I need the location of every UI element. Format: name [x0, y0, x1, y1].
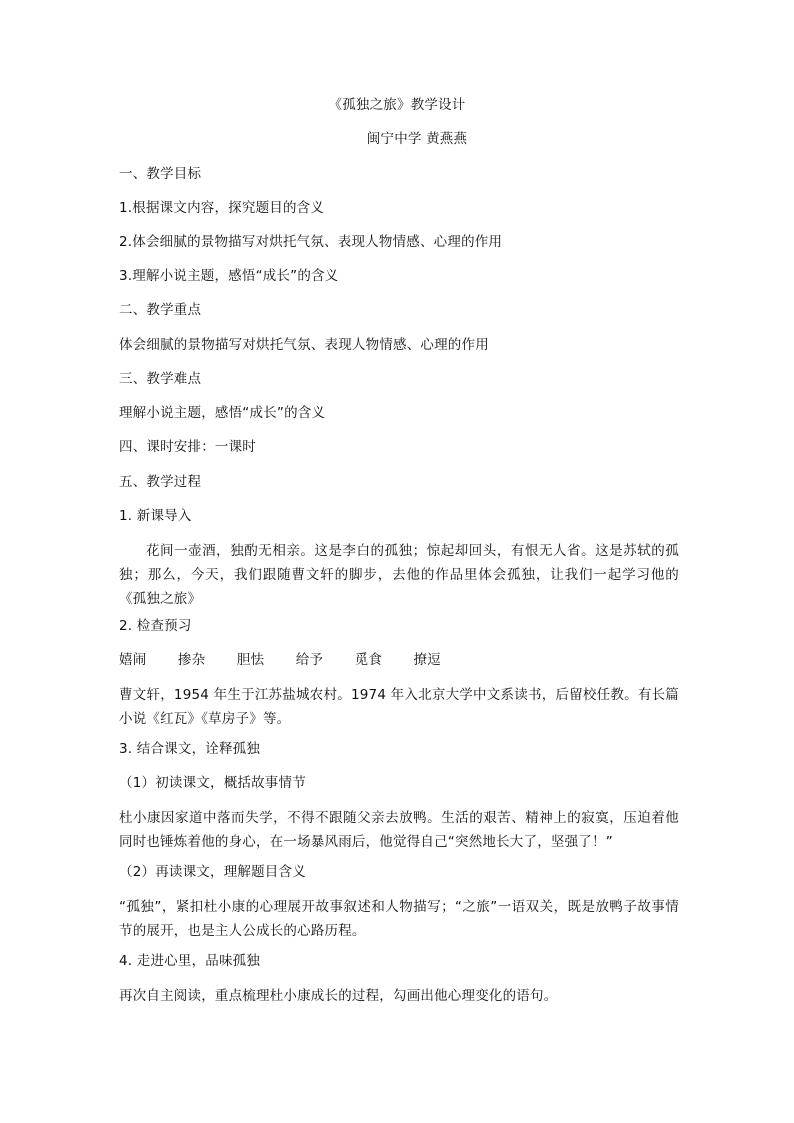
vocab-item: 觅食 — [354, 652, 383, 668]
step3-sub2-heading: （2）再读课文，理解题目含义 — [119, 864, 306, 880]
step1-heading: 1. 新课导入 — [119, 508, 192, 524]
step3-heading: 3. 结合课文，诠释孤独 — [119, 741, 261, 757]
step2-heading: 2. 检查预习 — [119, 618, 192, 634]
difficulties-text: 理解小说主题，感悟“成长”的含义 — [119, 405, 326, 421]
step3-sub1-text: 杜小康因家道中落而失学，不得不跟随父亲去放鸭。生活的艰苦、精神上的寂寞，压迫着他同时也锤炼着他的身心，在一场暴风雨后，他觉得自己“突然地长大了，坚强了！” — [119, 810, 679, 850]
goal-item-2: 2.体会细腻的景物描写对烘托气氛、表现人物情感、心理的作用 — [119, 234, 503, 250]
author-intro: 曹文轩，1954 年生于江苏盐城农村。1974 年入北京大学中文系读书，后留校任教。有长篇小说《红瓦》《草房子》等。 — [119, 687, 679, 727]
section-heading-process: 五、教学过程 — [119, 474, 202, 490]
section-heading-goals: 一、教学目标 — [119, 166, 202, 182]
section-heading-schedule: 四、课时安排：一课时 — [119, 439, 256, 455]
section-heading-difficulties: 三、教学难点 — [119, 371, 202, 387]
vocab-list — [119, 649, 679, 671]
author-name: 闽宁中学 黄燕燕 — [366, 131, 468, 147]
vocab-item: 胆怯 — [236, 652, 265, 668]
step3-sub2-text: “孤独”，紧扣杜小康的心理展开故事叙述和人物描写；“之旅”一语双关，既是放鸭子故事情节的展开，也是主人公成长的心路历程。 — [119, 899, 679, 939]
step3-sub1-heading: （1）初读课文，概括故事情节 — [119, 775, 306, 791]
step1-text: 花间一壶酒，独酌无相亲。这是李白的孤独；惊起却回头，有恨无人省。这是苏轼的孤独；那么，今天，我们跟随曹文轩的脚步，去他的作品里体会孤独，让我们一起学习他的《孤独之旅》 — [119, 543, 679, 607]
document-title: 《孤独之旅》教学设计 — [328, 97, 466, 113]
author-line — [0, 128, 794, 150]
section-heading-key-points: 二、教学重点 — [119, 302, 202, 318]
vocab-item: 掺杂 — [177, 652, 206, 668]
step4-heading: 4. 走进心里，品味孤独 — [119, 953, 261, 969]
vocab-item: 给予 — [295, 652, 324, 668]
goal-item-1: 1.根据课文内容，探究题目的含义 — [119, 200, 325, 216]
vocab-item: 撩逗 — [413, 652, 441, 668]
goal-item-3: 3.理解小说主题，感悟“成长”的含义 — [119, 268, 339, 284]
key-points-text: 体会细腻的景物描写对烘托气氛、表现人物情感、心理的作用 — [119, 337, 489, 353]
vocab-item: 嬉闹 — [119, 652, 147, 668]
step4-text: 再次自主阅读，重点梳理杜小康成长的过程，勾画出他心理变化的语句。 — [119, 988, 558, 1004]
